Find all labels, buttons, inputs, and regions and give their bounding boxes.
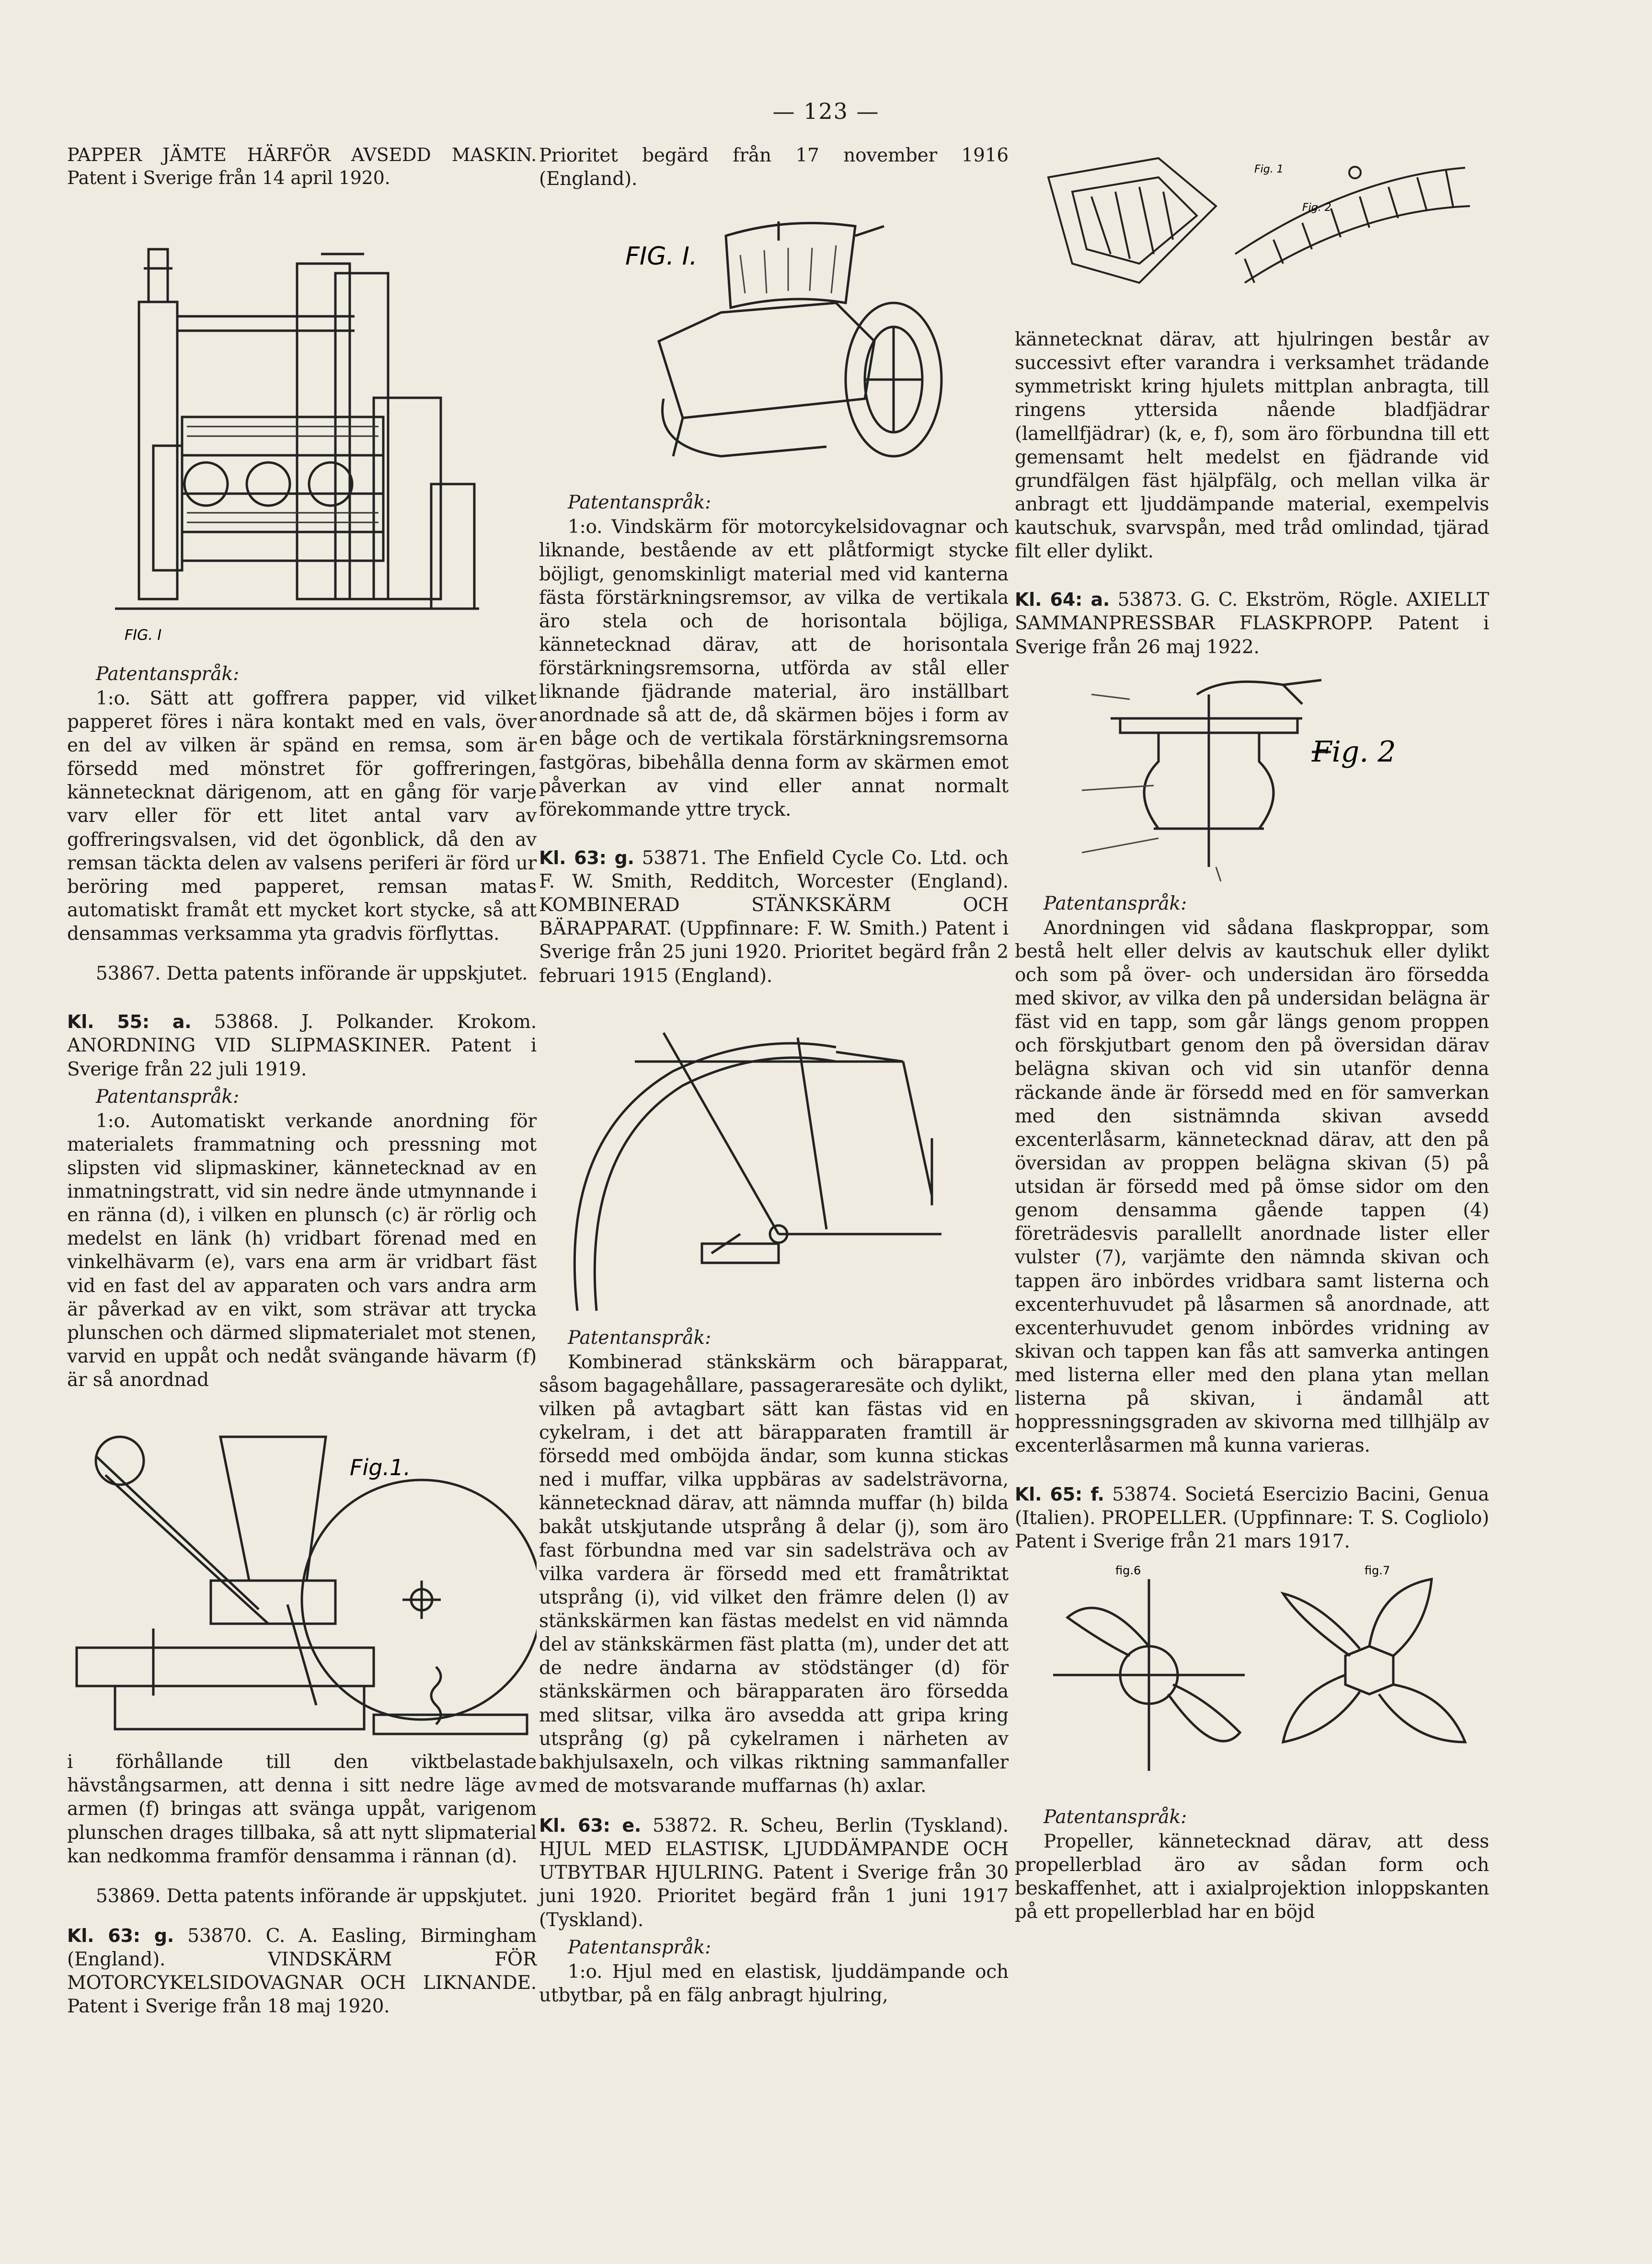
claim-text: Anordningen vid sådana flaskproppar, som bestå helt eller delvis av kautschuk eller dylikt och som på över- och undersidan äro försedda med skivor, av vilka den på undersidan belägna är fäst vid en tapp, som går längs genom proppen och förskjutbart genom den på översidan därav belägna skivan och vid sin utanför denna räckande ände är försedd med en för samverkan med den sistnämnda skivan avsedd excenterlåsarm, kännetecknad därav, att den på översidan av proppen belägna skivan (5) på utsidan är försedd med på ömse sidor om den genom densamma gående tappen (4) företrädesvis parallellt anordnade lister eller vulster (7), varjämte den nämnda skivan och tappen äro inbördes vridbara samt listerna och excenterhuvudet på låsarmen så anordnade, att excenterhuvudet genom inbördes vridning av skivan och tappen kan fås att samverka antingen med listerna eller med den plana ytan mellan listerna på skivan, i ändamål att hoppressningsgraden av skivorna med tillhjälp av excenterlåsarmen må kunna varieras. (1015, 917, 1489, 1457)
class-label: Kl. 63: g. (67, 1925, 174, 1946)
claim-text: Kombinerad stänkskärm och bärapparat, såsom bagagehållare, passageraresäte och dylikt, vilken på avtagbart sätt kan fästas vid en cykelram, i det att bärapparaten framtill är försedd med omböjda ändar, som kunna stickas ned i muffar, vilka uppbäras av sadelsträvorna, kännetecknad därav, att nämnda muffar (h) bilda bakåt utskjutande utsprång å delar (j), som äro fast förbundna med var sin sadelsträva och av vilka vardera är försedd med ett framåtriktat utsprång (i), vid vilket den främre delen (l) av stänkskärmen kan fästas medelst en vid nämnda del av stänkskärmen fäst platta (m), under det att de nedre ändarna av stödstänger (d) för stänkskärmen och bärapparaten äro försedda med slitsar, vilka äro avsedda att gripa kring utsprång (g) på cykelramen i närheten av bakhjulsaxeln, och vilkas riktning sammanfaller med de motsvarande muffarnas (h) axlar. (539, 1351, 1009, 1797)
claim-text: 1:o. Hjul med en elastisk, ljuddämpande och utbytbar, på en fälg anbragt hjulring, (539, 1961, 1009, 2006)
figure-label: fig.6 (1115, 1563, 1141, 1577)
entry-text: 53872. R. Scheu, Berlin (Tyskland). HJUL MED ELASTISK, LJUDDÄMPANDE OCH UTBYTBAR HJULRING. Patent i Sverige från 30 juni 1920. Prioritet begärd från 1 juni 1917 (Tyskland). (539, 1815, 1009, 1931)
entry-text: 53874. Societá Esercizio Bacini, Genua (Italien). PROPELLER. (Uppfinnare: T. S. Cogliolo) Patent i Sverige från 21 mars 1917. (1015, 1483, 1489, 1552)
claim-text-continued: i förhållande till den viktbelastade hävstångsarmen, att denna i sitt nedre läge av armen (f) bringas att svänga uppåt, varigenom plunschen drages tillbaka, så att nytt slipmaterial kan nedkomma framför densamma i rännan (d). (67, 1751, 537, 1867)
claims-heading: Patentanspråk: (1044, 892, 1187, 914)
page-number: — 123 — (772, 98, 880, 124)
class-label: Kl. 63: e. (539, 1815, 642, 1836)
entry-text: 53870. C. A. Easling, Birmingham (England). VINDSKÄRM FÖR MOTORCYKELSIDOVAGNAR OCH LIKNANDE. Patent i Sverige från 18 maj 1920. (67, 1925, 537, 2018)
column-2 (539, 144, 1009, 2007)
claims-heading: Patentanspråk: (568, 1936, 711, 1958)
class-label: Kl. 63: g. (539, 847, 634, 868)
column-1 (67, 144, 537, 2018)
claims-heading: Patentanspråk: (1044, 1806, 1187, 1828)
figure-label: Fig.1. (350, 1455, 411, 1481)
patent-53867-note: 53867. Detta patents införande är uppskjutet. (96, 963, 528, 985)
claim-text: 1:o. Vindskärm för motorcykelsidovagnar och liknande, bestående av ett plåtformigt stycke böjligt, genomskinligt material med vid kanterna fästa förstärkningsremsor, av vilka de vertikala äro stela och de horisontala böjliga, kännetecknad därav, att de horisontala förstärkningsremsorna, utförda av stål eller liknande fjädrande material, äro inställbart anordnade så att de, då skärmen böjes i form av en båge och de vertikala förstärkningsremsorna fastgöras, bibehålla denna form av skärmen emot påverkan av vind eller annat normalt förekommande yttre tryck. (539, 516, 1009, 820)
class-label: Kl. 65: f. (1015, 1483, 1104, 1505)
patent-53874-entry (1015, 1483, 1489, 1553)
class-label: Kl. 55: a. (67, 1011, 192, 1033)
figure-label: Fig. 2 (1312, 735, 1396, 769)
patent-53870-entry (67, 1924, 537, 2019)
claim-text-continued: kännetecknat därav, att hjulringen består av successivt efter varandra i verksamhet trädande symmetriskt kring hjulets mittplan anbragta, till ringens yttersida nående bladfjädrar (lamellfjädrar) (k, e, f), som äro förbundna till ett gemensamt helt medelst en fjädrande vid grundfälgen fäst hjälpfälg, och mellan vilka är anbragt ett ljuddämpande material, exempelvis kautschuk, svarvspån, med tråd omlindad, tjärad filt eller dylikt. (1015, 329, 1489, 563)
priority-line: Prioritet begärd från 17 november 1916 (England). (539, 145, 1009, 190)
claims-heading: Patentanspråk: (96, 663, 240, 685)
column-3 (1015, 144, 1489, 1924)
grinding-machine-figure (67, 1398, 537, 1744)
mudguard-carrier-figure (539, 994, 1009, 1320)
paper-machine-figure (67, 196, 537, 657)
patent-53868-entry (67, 1010, 537, 1081)
entry-text: 53868. J. Polkander. Krokom. ANORDNING VID SLIPMASKINER. Patent i Sverige från 22 juli 1919. (67, 1011, 537, 1080)
claims-heading: Patentanspråk: (96, 1086, 240, 1108)
claim-text: Propeller, kännetecknad därav, att dess propellerblad äro av sådan form och beskaffenhet, att i axialprojektion inloppskanten på ett propellerblad har en böjd (1015, 1830, 1489, 1923)
figure-label: Fig. 1 (1254, 163, 1284, 175)
class-label: Kl. 64: a. (1015, 589, 1110, 611)
patent-53873-entry (1015, 588, 1489, 658)
claim-text: 1:o. Automatiskt verkande anordning för materialets frammatning och pressning mot slipsten vid slipmaskiner, kännetecknad av en inmatningstratt, vid sin nedre ände utmynnande i en ränna (d), i vilken en plunsch (c) är rörlig och medelst en länk (h) vridbart förenad med en vinkelhävarm (e), vars ena arm är vridbart fäst vid en fast del av apparaten och vars andra arm är påverkad av en vikt, som strävar att trycka plunschen och därmed slipmaterialet mot stenen, varvid en uppåt och nedåt svängande hävarm (f) är så anordnad (67, 1110, 537, 1391)
patent-53871-entry (539, 846, 1009, 988)
claims-heading: Patentanspråk: (568, 1327, 711, 1349)
entry-text: 53871. The Enfield Cycle Co. Ltd. och F. W. Smith, Redditch, Worcester (England). KOMBINERAD STÄNKSKÄRM OCH BÄRAPPARAT. (Uppfinnare: F. W. Smith.) Patent i Sverige från 25 juni 1920. Prioritet begärd från 2 februari 1915 (England). (539, 847, 1009, 987)
patent-title: PAPPER JÄMTE HÄRFÖR AVSEDD MASKIN. Patent i Sverige från 14 april 1920. (67, 144, 537, 188)
claims-heading: Patentanspråk: (568, 492, 711, 514)
bottle-stopper-figure (1015, 666, 1489, 886)
figure-label: fig.7 (1365, 1563, 1390, 1577)
figure-label: FIG. I (125, 626, 162, 644)
figure-label: Fig. 2 (1302, 202, 1331, 214)
propeller-figure (1015, 1560, 1489, 1800)
entry-text: 53873. G. C. Ekström, Rögle. AXIELLT SAMMANPRESSBAR FLASKPROPP. Patent i Sverige från 26 maj 1922. (1015, 589, 1489, 658)
figure-label: FIG. I. (625, 242, 698, 271)
elastic-wheel-figure (1015, 139, 1489, 321)
windscreen-figure (539, 197, 1009, 485)
patent-53872-entry (539, 1814, 1009, 1932)
patent-53869-note: 53869. Detta patents införande är uppskjutet. (96, 1885, 528, 1907)
claim-text: 1:o. Sätt att goffrera papper, vid vilket papperet föres i nära kontakt med en vals, över en del av vilken är spänd en remsa, som är försedd med mönstret för goffreringen, kännetecknat därigenom, att en gång för varje varv eller för ett litet antal varv av goffreringsvalsen, vid det ögonblick, då den av remsan täckta delen av valsens periferi är förd ur beröring med papperet, remsan matas automatiskt framåt ett mycket kort stycke, så att densammas verksamma yta gradvis förflyttas. (67, 687, 537, 945)
